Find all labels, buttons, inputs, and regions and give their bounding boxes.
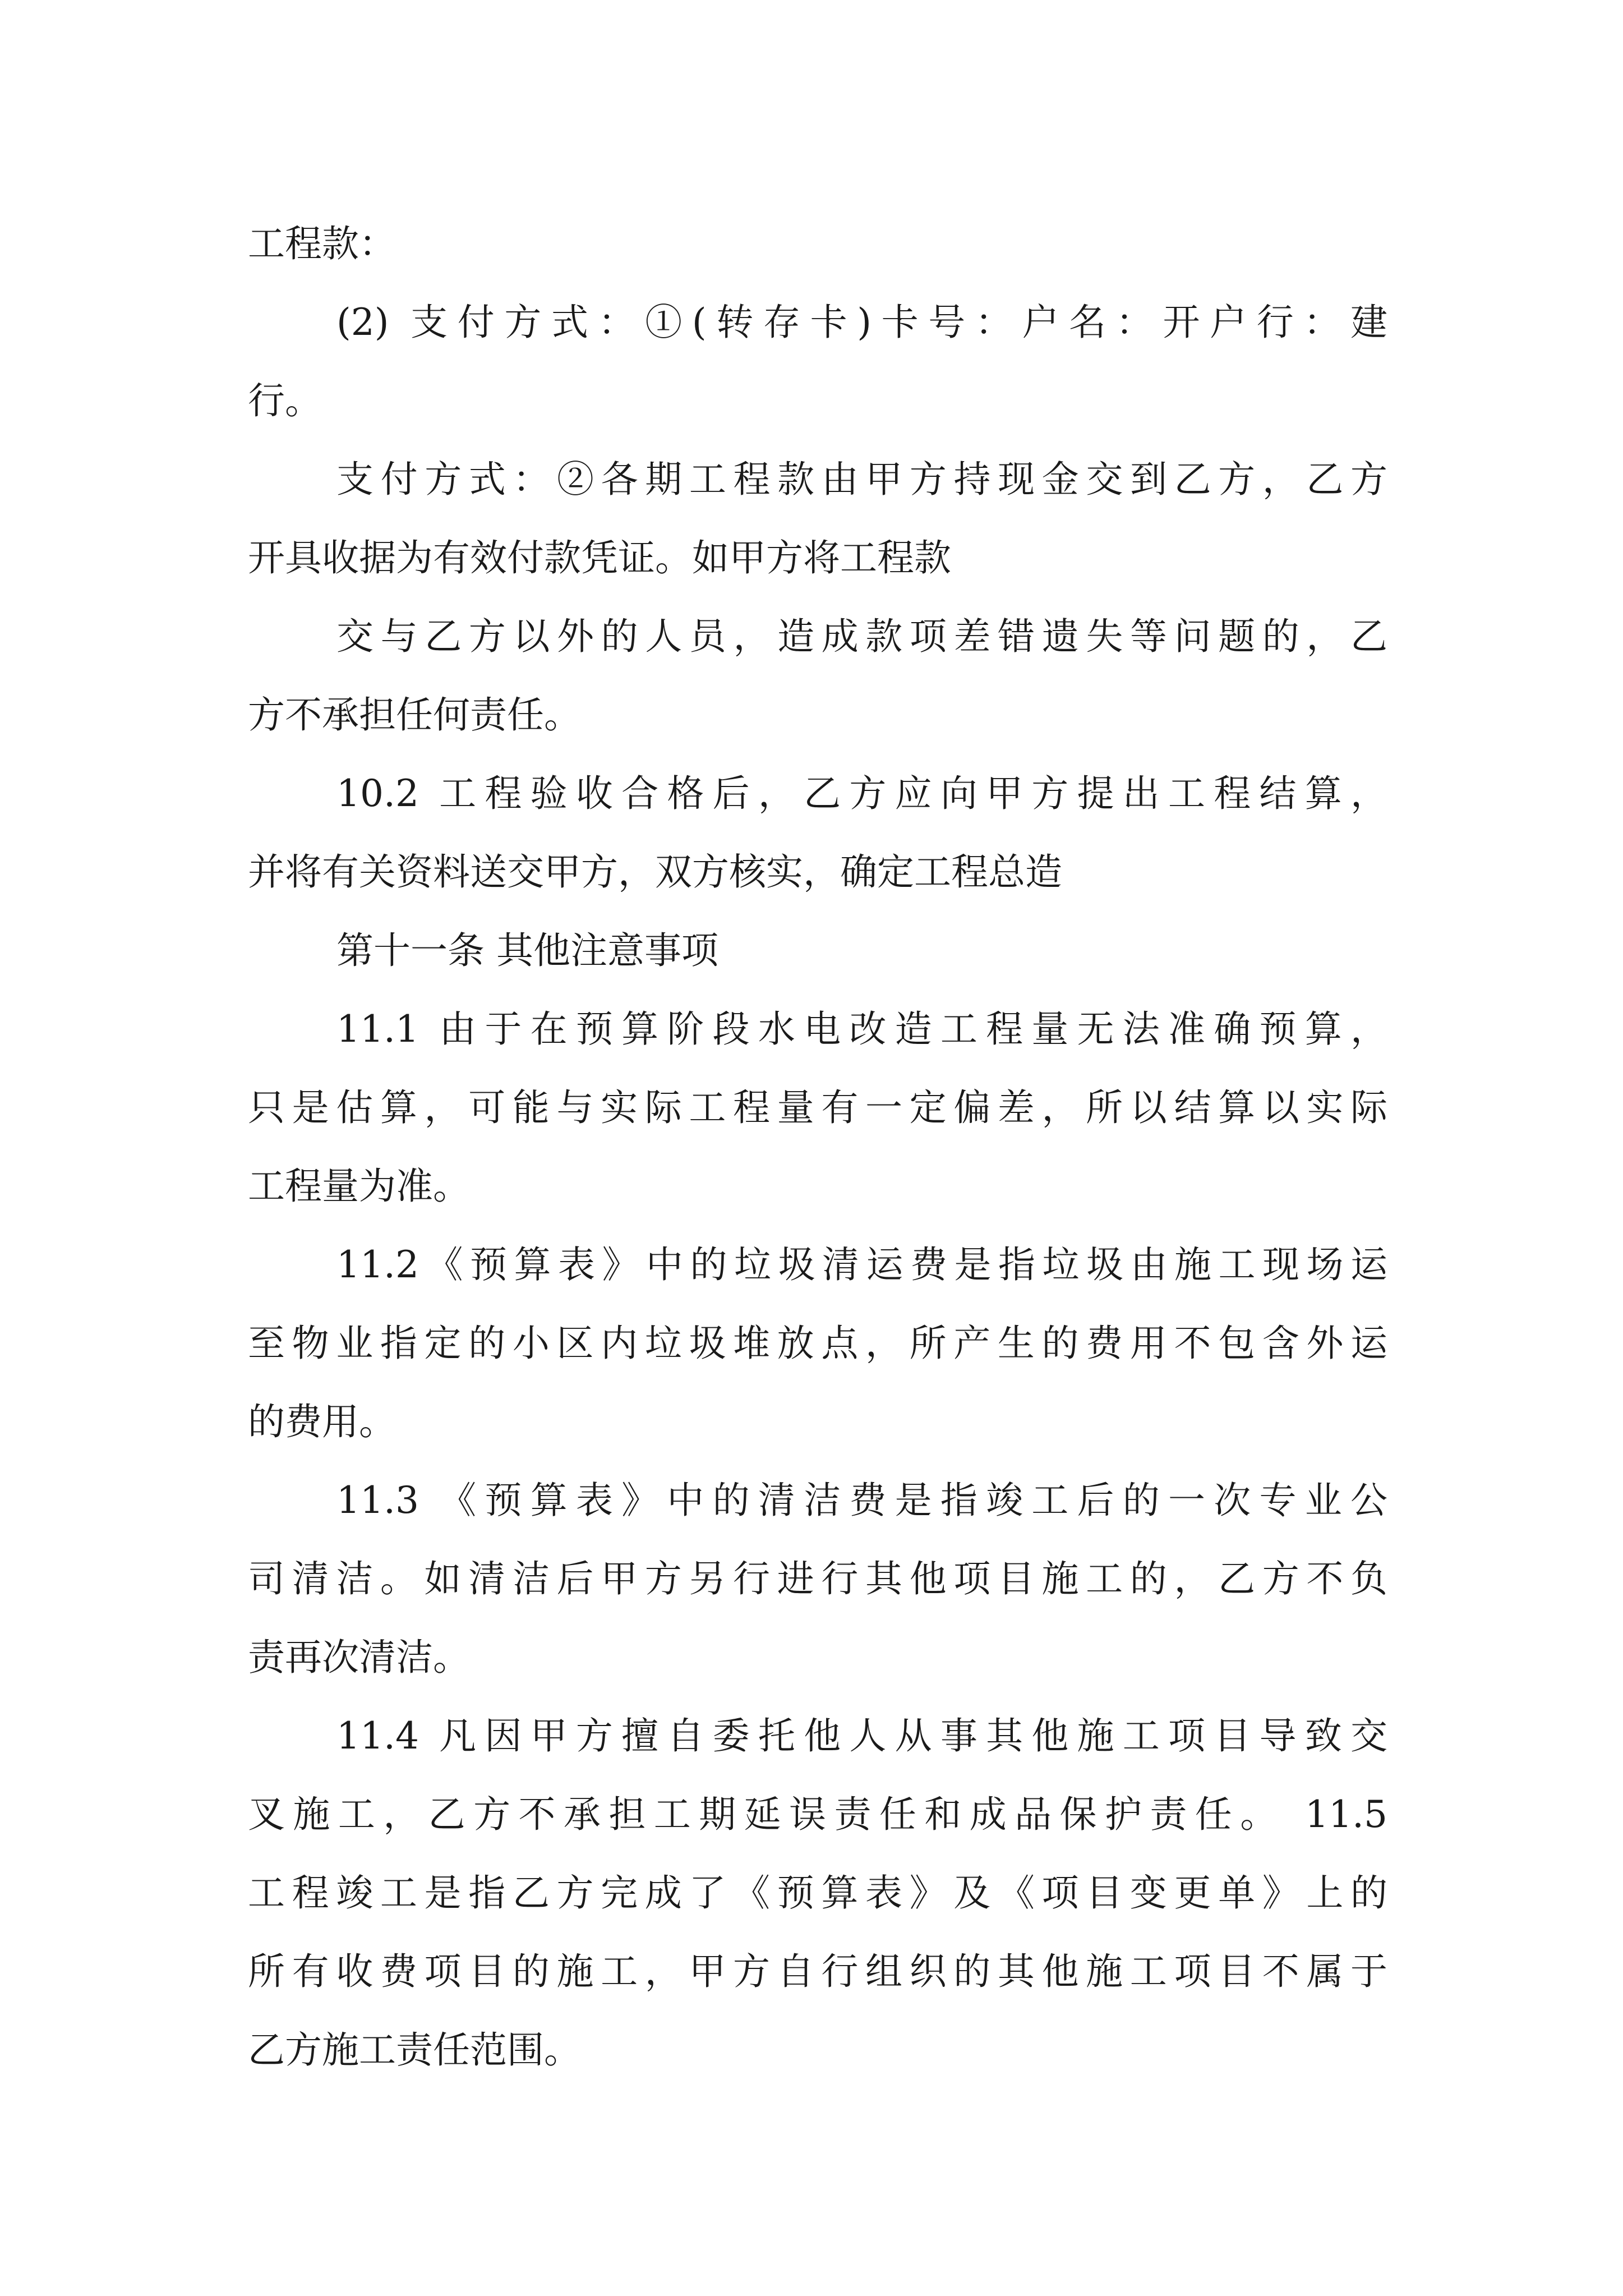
text-line: 11.1 由于在预算阶段水电改造工程量无法准确预算， xyxy=(336,1007,1387,1051)
text-line: 的费用。 xyxy=(248,1400,396,1443)
text-line: (2) 支付方式：①(转存卡)卡号：户名：开户行：建 xyxy=(336,301,1387,344)
text-line: 只是估算，可能与实际工程量有一定偏差，所以结算以实际 xyxy=(248,1086,1387,1129)
text-line: 至物业指定的小区内垃圾堆放点，所产生的费用不包含外运 xyxy=(248,1322,1387,1365)
text-line: 工程量为准。 xyxy=(248,1165,470,1208)
text-line: 11.3 《预算表》中的清洁费是指竣工后的一次专业公 xyxy=(336,1479,1387,1522)
text-line: 支付方式：②各期工程款由甲方持现金交到乙方，乙方 xyxy=(336,458,1387,501)
text-line: 11.4 凡因甲方擅自委托他人从事其他施工项目导致交 xyxy=(336,1714,1387,1757)
text-line: 叉施工，乙方不承担工期延误责任和成品保护责任。 11.5 xyxy=(248,1793,1387,1836)
section-heading: 第十一条 其他注意事项 xyxy=(336,929,718,972)
text-line: 交与乙方以外的人员，造成款项差错遗失等问题的，乙 xyxy=(336,615,1387,658)
text-line: 并将有关资料送交甲方，双方核实，确定工程总造 xyxy=(248,850,1062,894)
text-line: 责再次清洁。 xyxy=(248,1636,470,1679)
text-line: 开具收据为有效付款凭证。如甲方将工程款 xyxy=(248,536,951,579)
text-line: 工程竣工是指乙方完成了《预算表》及《项目变更单》上的 xyxy=(248,1871,1387,1915)
text-line: 工程款： xyxy=(248,222,396,265)
text-line: 乙方施工责任范围。 xyxy=(248,2028,581,2072)
text-line: 10.2 工程验收合格后，乙方应向甲方提出工程结算， xyxy=(336,772,1387,815)
text-line: 方不承担任何责任。 xyxy=(248,693,581,737)
text-line: 司清洁。如清洁后甲方另行进行其他项目施工的，乙方不负 xyxy=(248,1557,1387,1600)
text-line: 行。 xyxy=(248,379,322,422)
text-line: 所有收费项目的施工，甲方自行组织的其他施工项目不属于 xyxy=(248,1950,1387,1993)
text-line: 11.2《预算表》中的垃圾清运费是指垃圾由施工现场运 xyxy=(336,1243,1387,1286)
